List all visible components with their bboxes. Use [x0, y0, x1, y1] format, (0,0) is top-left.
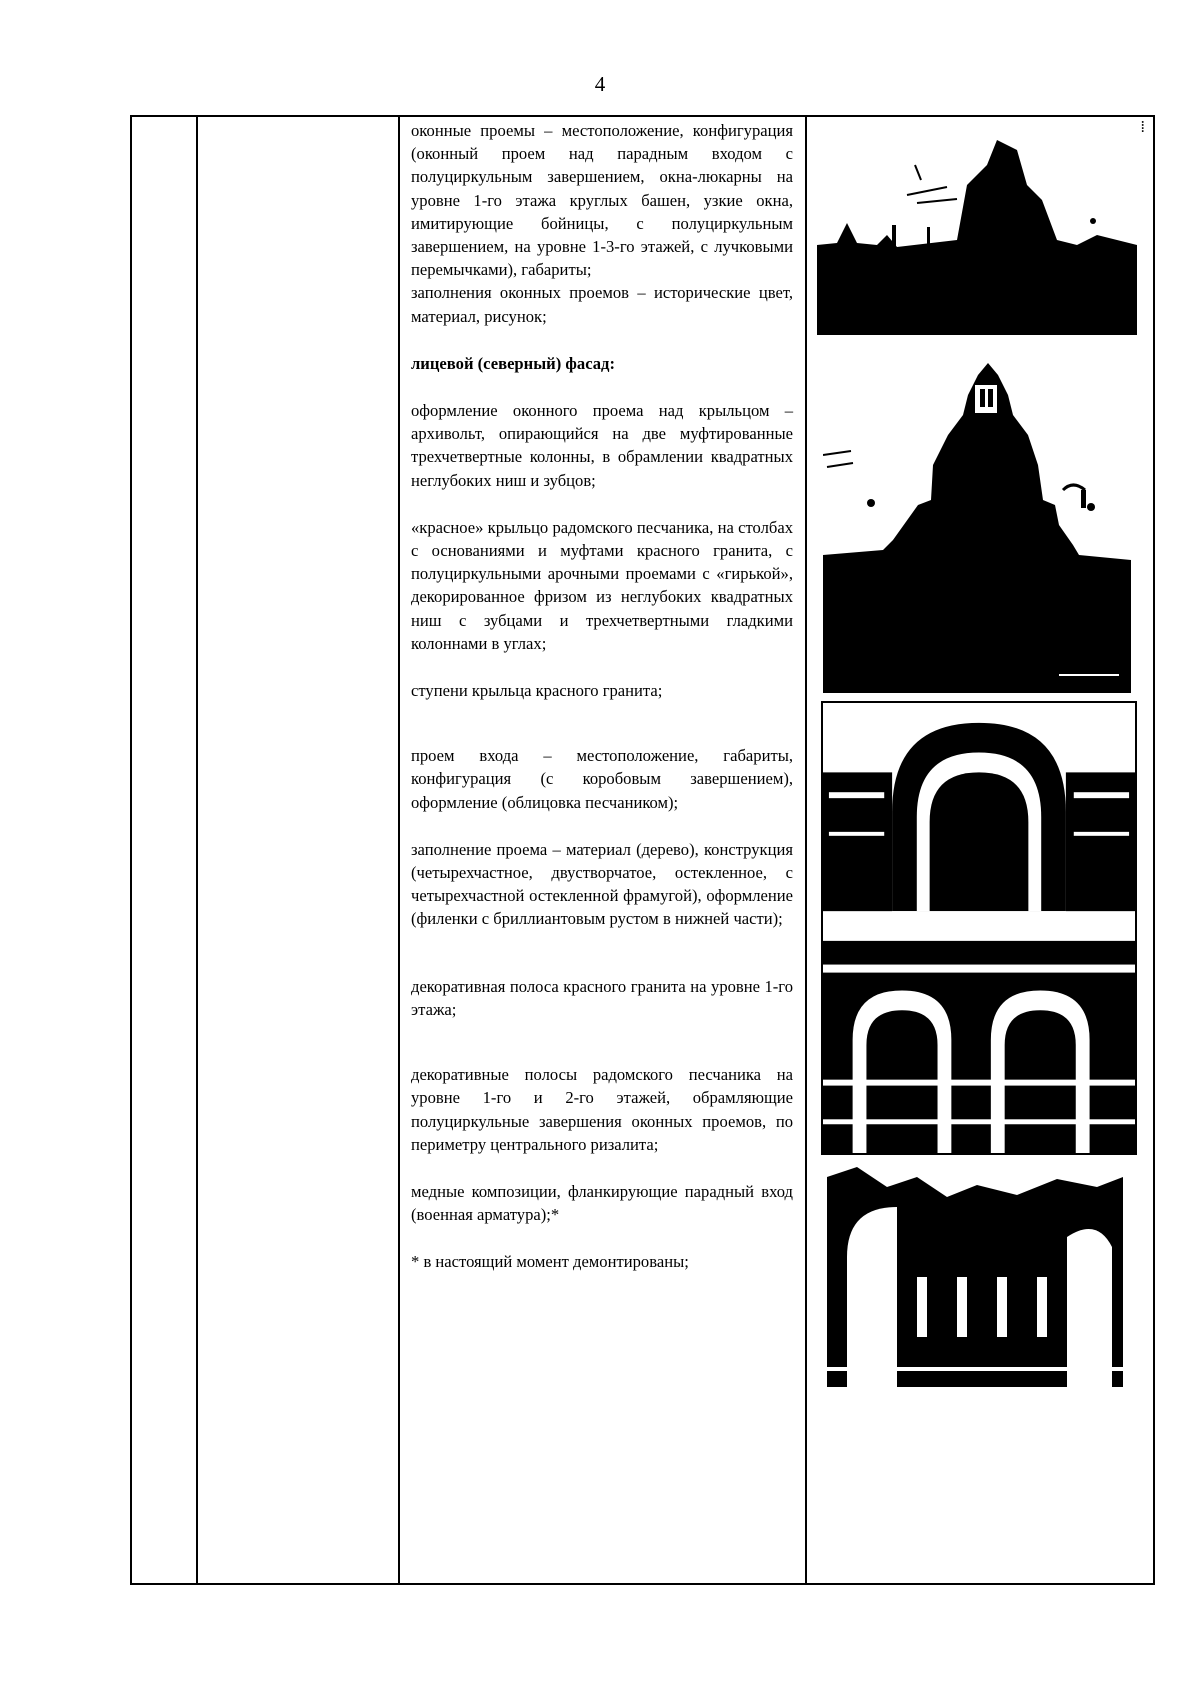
paragraph-granite-band: декоративная полоса красного гранита на уровне 1-го этажа; [411, 976, 793, 1019]
paragraph-steps: ступени крыльца красного гранита; [411, 681, 663, 701]
photo-tower-facade [823, 355, 1131, 693]
photo-porch-detail [827, 1167, 1123, 1387]
paragraph-note: * в настоящий момент демонтированы; [411, 1252, 689, 1272]
facade-heading: лицевой (северный) фасад: [411, 353, 615, 373]
cell-description [399, 116, 806, 1584]
paragraph-window-fill: заполнения оконных проемов – исторические цвет, материал, рисунок; [411, 283, 793, 326]
paragraph-sandstone-bands: декоративные полосы радомского песчаника на уровне 1-го и 2-го этажей, обрамляющие полуциркульные завершения оконных проемов, по периметру центрального ризалита; [411, 1065, 793, 1154]
cell-name [197, 116, 399, 1584]
cell-photos [806, 116, 1154, 1584]
objects-table [130, 115, 1155, 1585]
table-row [131, 116, 1154, 1584]
page-number: 4 [594, 72, 606, 96]
cell-number [131, 116, 197, 1584]
paragraph-entrance: проем входа – местоположение, габариты, конфигурация (с коробовым завершением), оформление (облицовка песчаником); [411, 746, 793, 812]
paragraph-copper: медные композиции, фланкирующие парадный вход (военная арматура);* [411, 1181, 793, 1225]
paragraph-porch: «красное» крыльцо радомского песчаника, на столбах с основаниями и муфтами красного гранита, с полуциркульными арочными проемами с «гирькой», декорированное фризом из неглубоких квадратных ниш с зубцами и трехчетвертными гладкими колоннами в углах; [411, 517, 793, 653]
margin-mark-icon: ⁞ [1140, 119, 1145, 136]
paragraph-entrance-fill: заполнение проема – материал (дерево), конструкция (четырехчастное, двустворчатое, остекленное, с четырехчастной остекленной фрамугой), оформление (филенки с бриллиантовым рустом в нижней части); [411, 839, 793, 929]
photo-tower-roof [817, 125, 1137, 335]
paragraph-window-decor: оформление оконного проема над крыльцом – архивольт, опирающийся на две муфтированные трехчетвертные колонны, в обрамлении квадратных неглубоких ниш и зубцов; [411, 401, 793, 490]
paragraph-windows: оконные проемы – местоположение, конфигурация (оконный проем над парадным входом с полуциркульным завершением, окна-люкарны на уровне 1-го этажа круглых башен, узкие окна, имитирующие бойницы, с полуциркульным завершением, на уровне 1-3-го этажей, с лучковыми перемычками), габариты; [411, 121, 793, 280]
photo-porch-arch [821, 701, 1137, 1155]
